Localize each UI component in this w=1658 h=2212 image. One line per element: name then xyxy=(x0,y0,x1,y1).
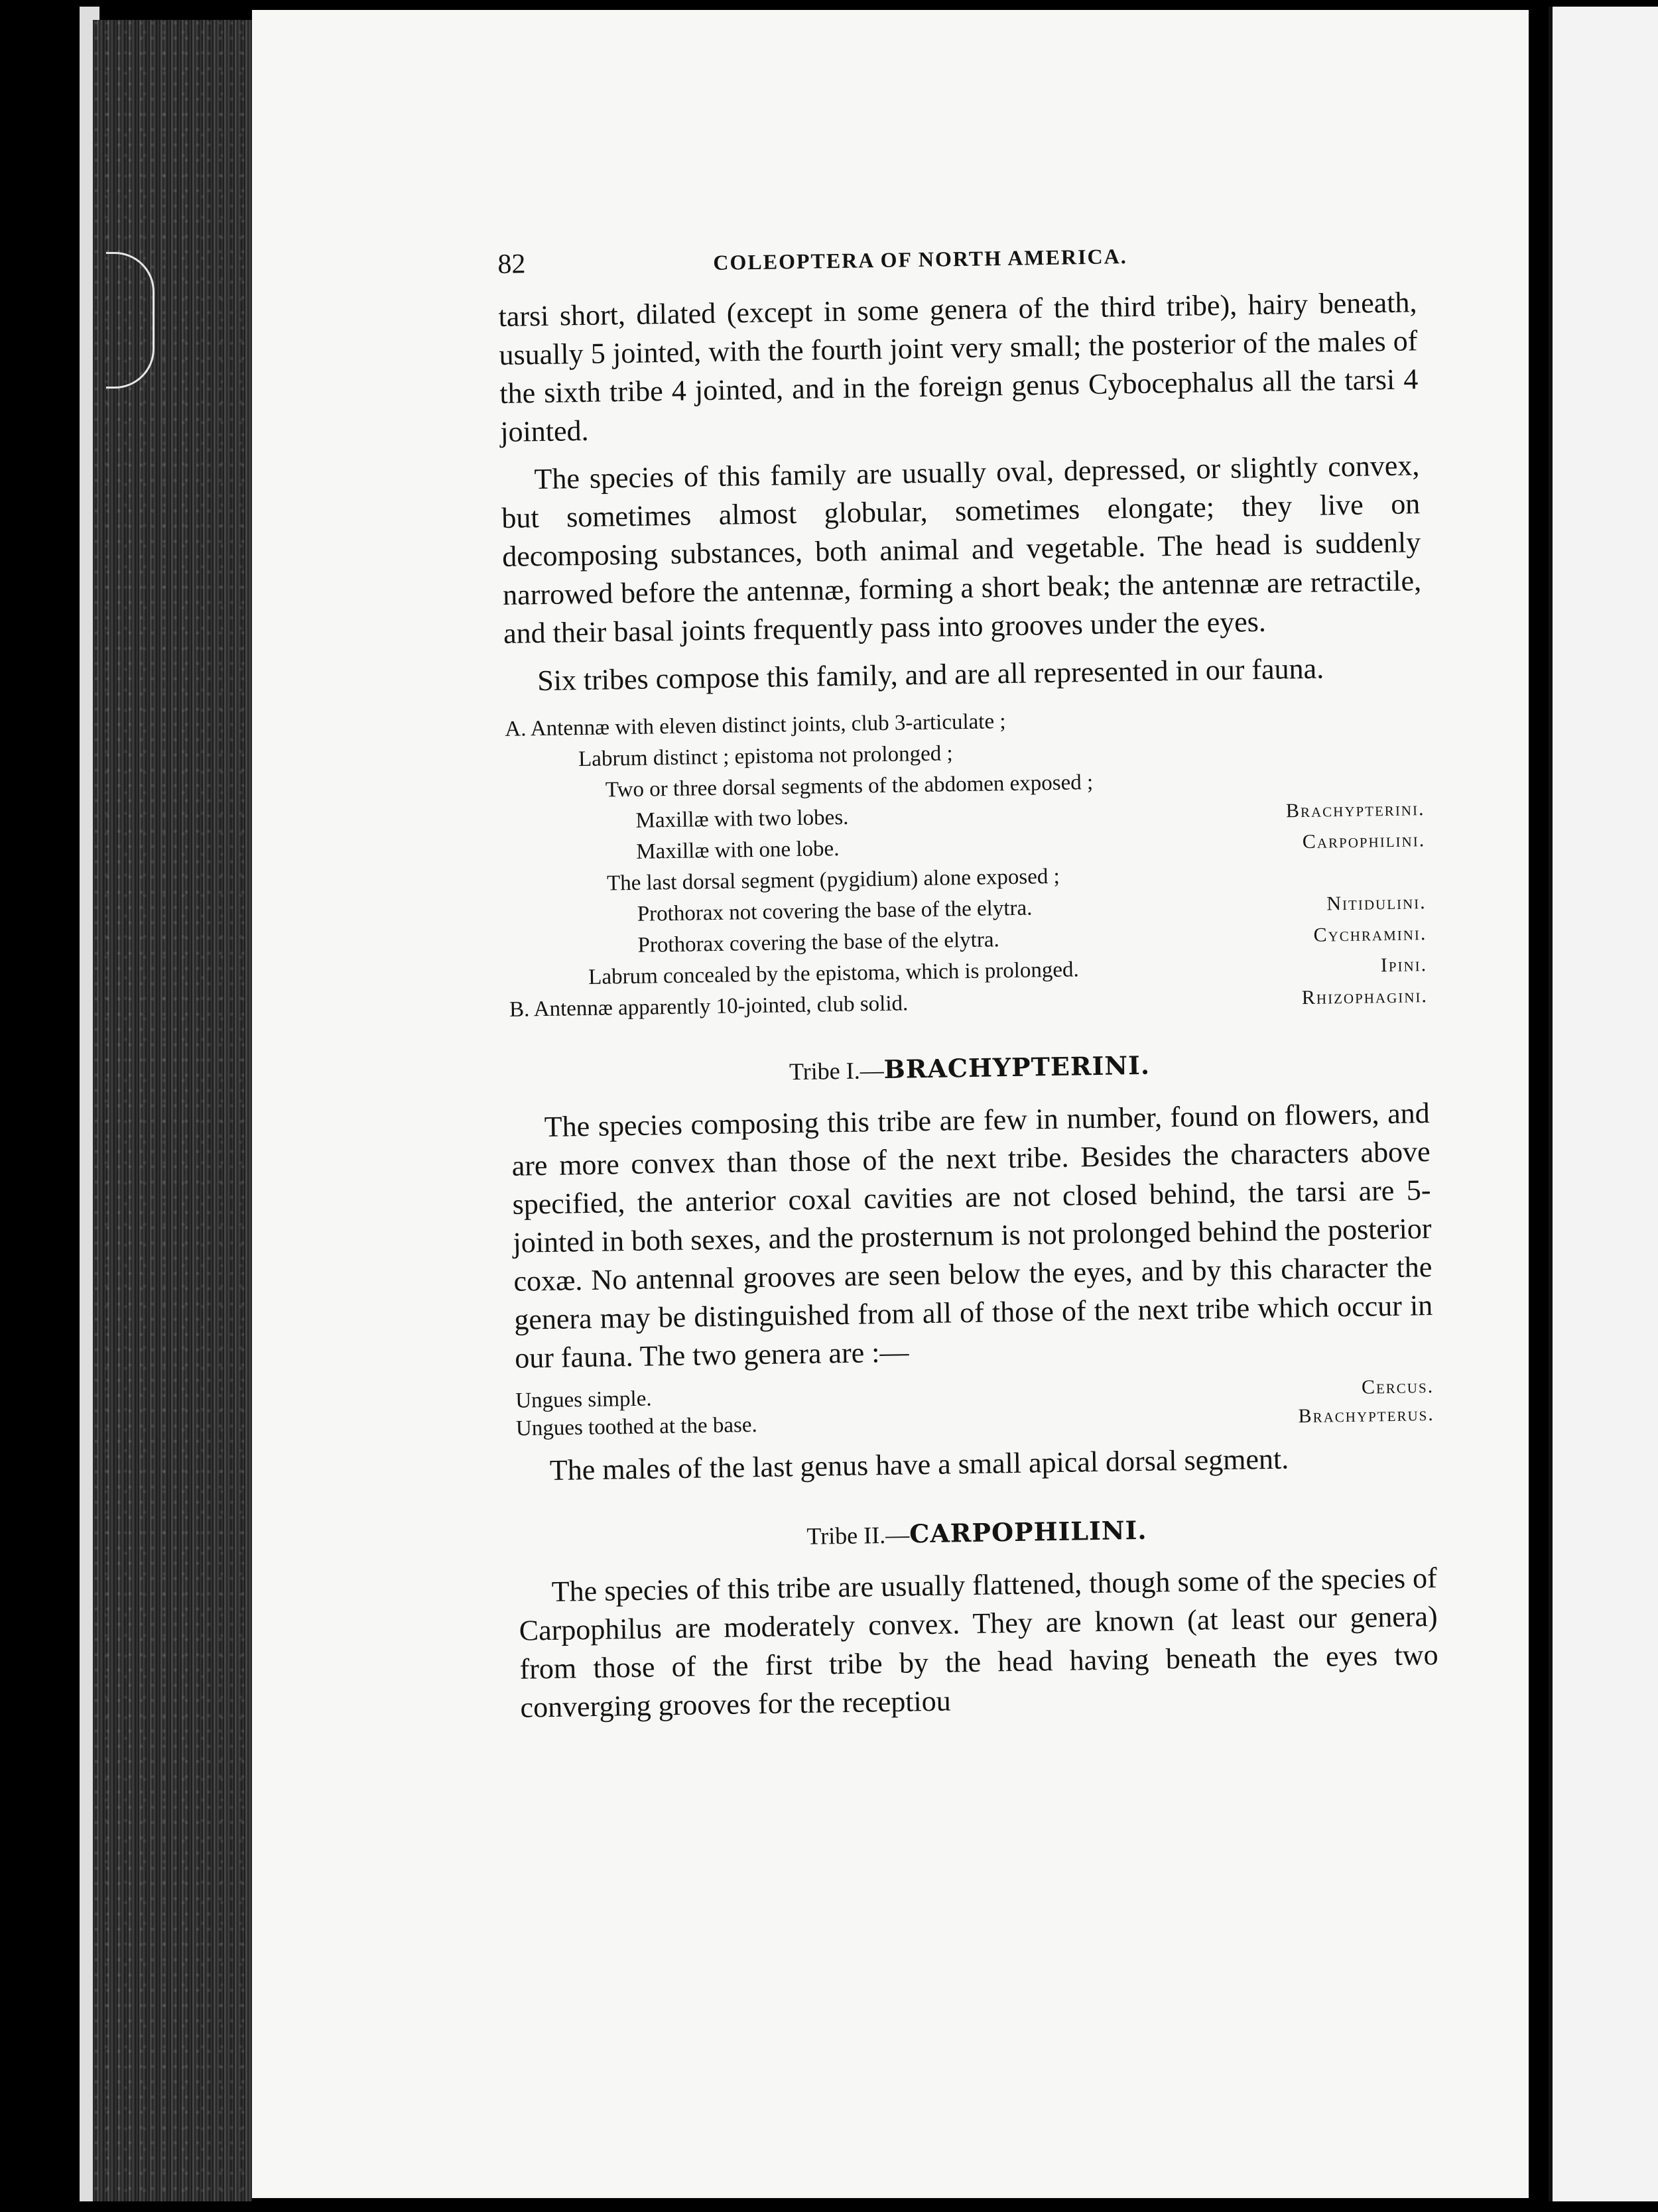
key-text: Prothorax not covering the base of the elytra. xyxy=(637,896,1033,926)
genus-name: Cercus. xyxy=(1361,1375,1435,1398)
key-text: The last dorsal segment (pygidium) alone exposed ; xyxy=(606,864,1060,896)
key-tribe-name: Nitidulini. xyxy=(1326,891,1427,915)
paragraph-tarsi: tarsi short, dilated (except in some genera of the third tribe), hairy beneath, usually 5 jointed, with the fourth joint very small; the posterior of the males of the sixth tribe 4 jointed, and in the foreign genus Cybocephalus all the tarsi 4 jointed. xyxy=(498,286,1419,448)
paragraph-tribe-description: The species composing this tribe are few in number, found on flowers, and are more convex than those of the next tribe. Besides the characters above specified, the anterior coxal cavities are not closed behind, the tarsi are 5-jointed in both sexes, and the prosternum is not prolonged behind the posterior coxæ. No antennal grooves are seen below the eyes, and by this character the genera may be distinguished from all of those of the next tribe which occur in our fauna. The two genera are :— xyxy=(511,1097,1433,1375)
key-tribe-name: Rhizophagini. xyxy=(1301,985,1429,1009)
book-title: COLEOPTERA OF NORTH AMERICA. xyxy=(713,244,1127,275)
key-tribe-name: Carpophilini. xyxy=(1302,829,1426,853)
facing-page xyxy=(1549,7,1658,2201)
tribe-heading xyxy=(517,1510,1436,1555)
tribe-heading xyxy=(510,1046,1429,1090)
pencil-mark xyxy=(106,252,155,389)
paragraph-species-description: The species of this family are usually oval, depressed, or slightly convex, but sometimes almost globular, sometimes elongate; they live on decomposing substances, both animal and vegetable. The head is suddenly narrowed before the antennæ, forming a short beak; the antennæ are retractile, and their basal joints frequently pass into grooves under the eyes. xyxy=(501,449,1422,650)
genus-character: Ungues toothed at the base. xyxy=(515,1413,758,1441)
key-tribe-name: Brachypterini. xyxy=(1285,798,1425,822)
key-text: Labrum distinct ; epistoma not prolonged ; xyxy=(578,741,953,772)
book-page xyxy=(252,10,1529,2198)
key-text: Labrum concealed by the epistoma, which is prolonged. xyxy=(588,957,1080,989)
paragraph-six-tribes: Six tribes compose this family, and are all represented in our fauna. xyxy=(537,652,1324,698)
tribe-title: BRACHYPTERINI. xyxy=(883,1050,1151,1084)
key-text: B. Antennæ apparently 10-jointed, club solid. xyxy=(509,991,909,1022)
paragraph-males-note: The males of the last genus have a small apical dorsal segment. xyxy=(549,1442,1289,1487)
page-text-block xyxy=(497,234,1439,1727)
key-text: Prothorax covering the base of the elytra. xyxy=(637,928,999,957)
page-number: 82 xyxy=(497,249,526,280)
tribe-key xyxy=(505,700,1428,1026)
genus-character: Ungues simple. xyxy=(515,1386,652,1413)
key-tribe-name: Ipini. xyxy=(1380,953,1428,977)
tribe-title: CARPOPHILINI. xyxy=(909,1514,1147,1549)
running-head xyxy=(497,234,1417,288)
key-text: A. Antennæ with eleven distinct joints, club 3-articulate ; xyxy=(505,709,1006,741)
tribe-number: Tribe II.— xyxy=(806,1521,910,1550)
genus-list xyxy=(515,1373,1435,1443)
tribe-number: Tribe I.— xyxy=(789,1057,885,1085)
key-tribe-name: Cychramini. xyxy=(1313,922,1427,946)
key-text: Maxillæ with one lobe. xyxy=(636,837,840,864)
key-text: Maxillæ with two lobes. xyxy=(635,805,849,833)
paragraph-tribe-description: The species of this tribe are usually flattened, though some of the species of Carpophilus are moderately convex. They are known (at least our genera) from those of the first tribe by the head having beneath the eyes two converging grooves for the receptiou xyxy=(519,1561,1438,1724)
key-text: Two or three dorsal segments of the abdomen exposed ; xyxy=(605,770,1094,802)
genus-name: Brachypterus. xyxy=(1298,1403,1435,1428)
